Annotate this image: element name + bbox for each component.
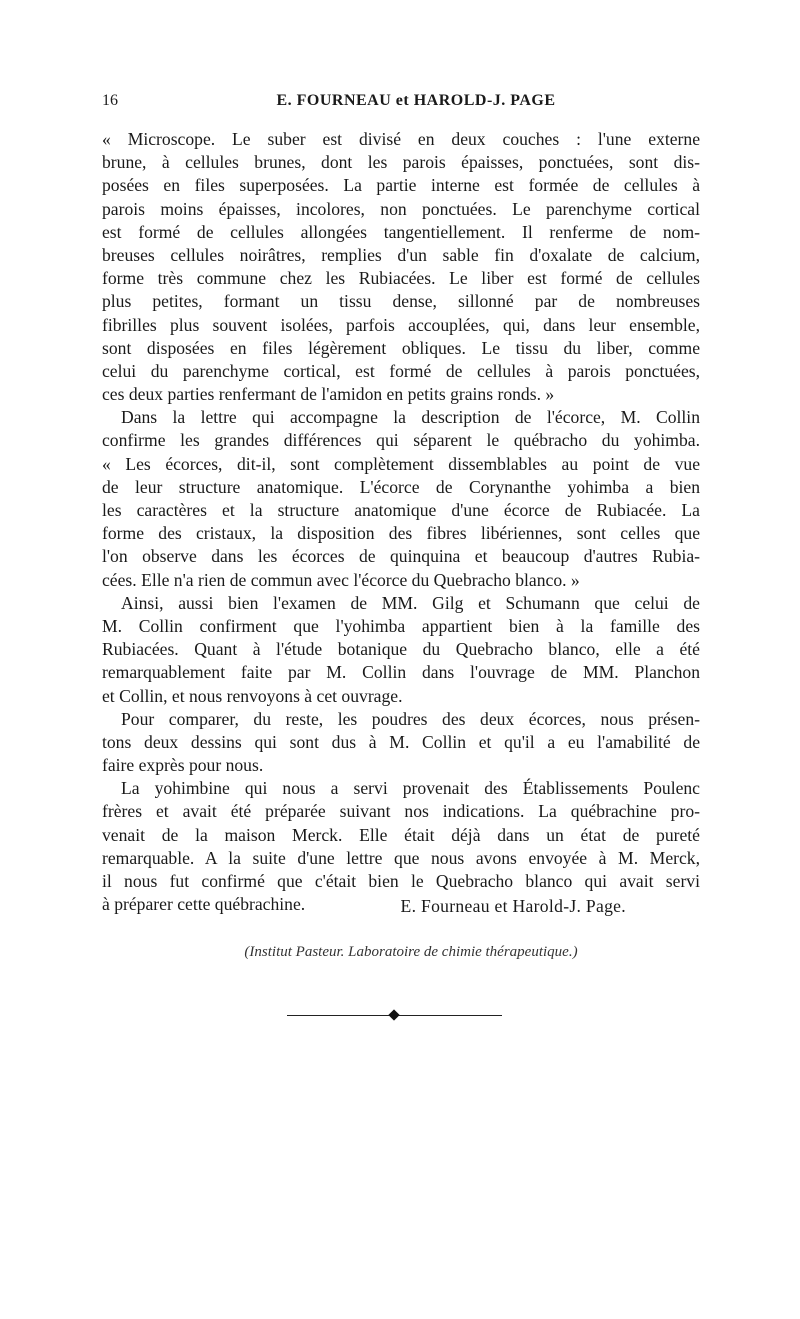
text-line: « Microscope. Le suber est divisé en deux couches : l'une externe — [102, 129, 700, 149]
page-number: 16 — [102, 92, 118, 109]
text-line: Pour comparer, du reste, les poudres des deux écorces, nous présen- — [121, 708, 700, 729]
text-line: cées. Elle n'a rien de commun avec l'écorce du Quebracho blanco. » — [102, 569, 580, 590]
diamond-icon — [388, 1009, 399, 1020]
text-line: ces deux parties renfermant de l'amidon en petits grains ronds. » — [102, 384, 555, 405]
text-line: fibrilles plus souvent isolées, parfois accouplées, qui, dans leur ensemble, — [102, 314, 700, 335]
text-line: et Collin, et nous renvoyons à cet ouvrage. — [102, 685, 403, 706]
text-line: breuses cellules noirâtres, remplies d'un sable fin d'oxalate de calcium, — [102, 244, 700, 265]
text-line: faire exprès pour nous. — [102, 755, 264, 776]
text-line: les caractères et la structure anatomique d'une écorce de Rubiacée. La — [102, 500, 700, 520]
running-head: E. FOURNEAU et HAROLD-J. PAGE — [276, 92, 556, 109]
text-line: La yohimbine qui nous a servi provenait des Établissements Poulenc — [121, 778, 700, 799]
text-line: venait de la maison Merck. Elle était déjà dans un état de pureté — [102, 824, 700, 845]
text-line: parois moins épaisses, incolores, non ponctuées. Le parenchyme cortical — [102, 198, 700, 219]
affiliation-note: (Institut Pasteur. Laboratoire de chimie thérapeutique.) — [244, 944, 578, 960]
text-line: frères et avait été préparée suivant nos indications. La québrachine pro- — [102, 801, 700, 822]
text-line: celui du parenchyme cortical, est formé de cellules à parois ponctuées, — [102, 360, 700, 381]
text-line: forme des cristaux, la disposition des fibres libériennes, sont celles que — [102, 523, 700, 544]
page-header — [102, 92, 700, 116]
text-line: posées en files superposées. La partie interne est formée de cellules à — [102, 175, 700, 196]
text-line: sont disposées en files légèrement obliques. Le tissu du liber, comme — [102, 337, 700, 358]
text-line: confirme les grandes différences qui séparent le québracho du yohimba. — [102, 430, 700, 451]
text-line: Ainsi, aussi bien l'examen de MM. Gilg et Schumann que celui de — [121, 592, 700, 613]
text-line: brune, à cellules brunes, dont les parois épaisses, ponctuées, sont dis- — [102, 152, 700, 173]
text-line: remarquablement faite par M. Collin dans l'ouvrage de MM. Planchon — [102, 662, 700, 683]
body-text — [102, 128, 700, 916]
text-line: forme très commune chez les Rubiacées. Le liber est formé de cellules — [102, 268, 700, 289]
text-line: M. Collin confirment que l'yohimba appartient bien à la famille des — [102, 615, 700, 636]
text-line: est formé de cellules allongées tangentiellement. Il renferme de nom- — [102, 221, 700, 242]
text-line: à préparer cette québrachine. — [102, 894, 306, 915]
text-line: plus petites, formant un tissu dense, sillonné par de nombreuses — [102, 291, 700, 312]
text-line: Dans la lettre qui accompagne la description de l'écorce, M. Collin — [121, 407, 700, 428]
author-signature: E. Fourneau et Harold-J. Page. — [400, 896, 626, 916]
text-line: « Les écorces, dit-il, sont complètement dissemblables au point de vue — [102, 453, 700, 474]
text-line: Rubiacées. Quant à l'étude botanique du Quebracho blanco, elle a été — [102, 639, 700, 660]
text-line: remarquable. A la suite d'une lettre que nous avons envoyée à M. Merck, — [102, 847, 700, 868]
text-line: il nous fut confirmé que c'était bien le Quebracho blanco qui avait servi — [102, 871, 700, 891]
text-line: de leur structure anatomique. L'écorce de Corynanthe yohimba a bien — [102, 476, 700, 497]
text-line: l'on observe dans les écorces de quinquina et beaucoup d'autres Rubia- — [102, 546, 700, 567]
ornamental-divider — [287, 1009, 502, 1021]
text-line: tons deux dessins qui sont dus à M. Collin et qu'il a eu l'amabilité de — [102, 731, 700, 752]
